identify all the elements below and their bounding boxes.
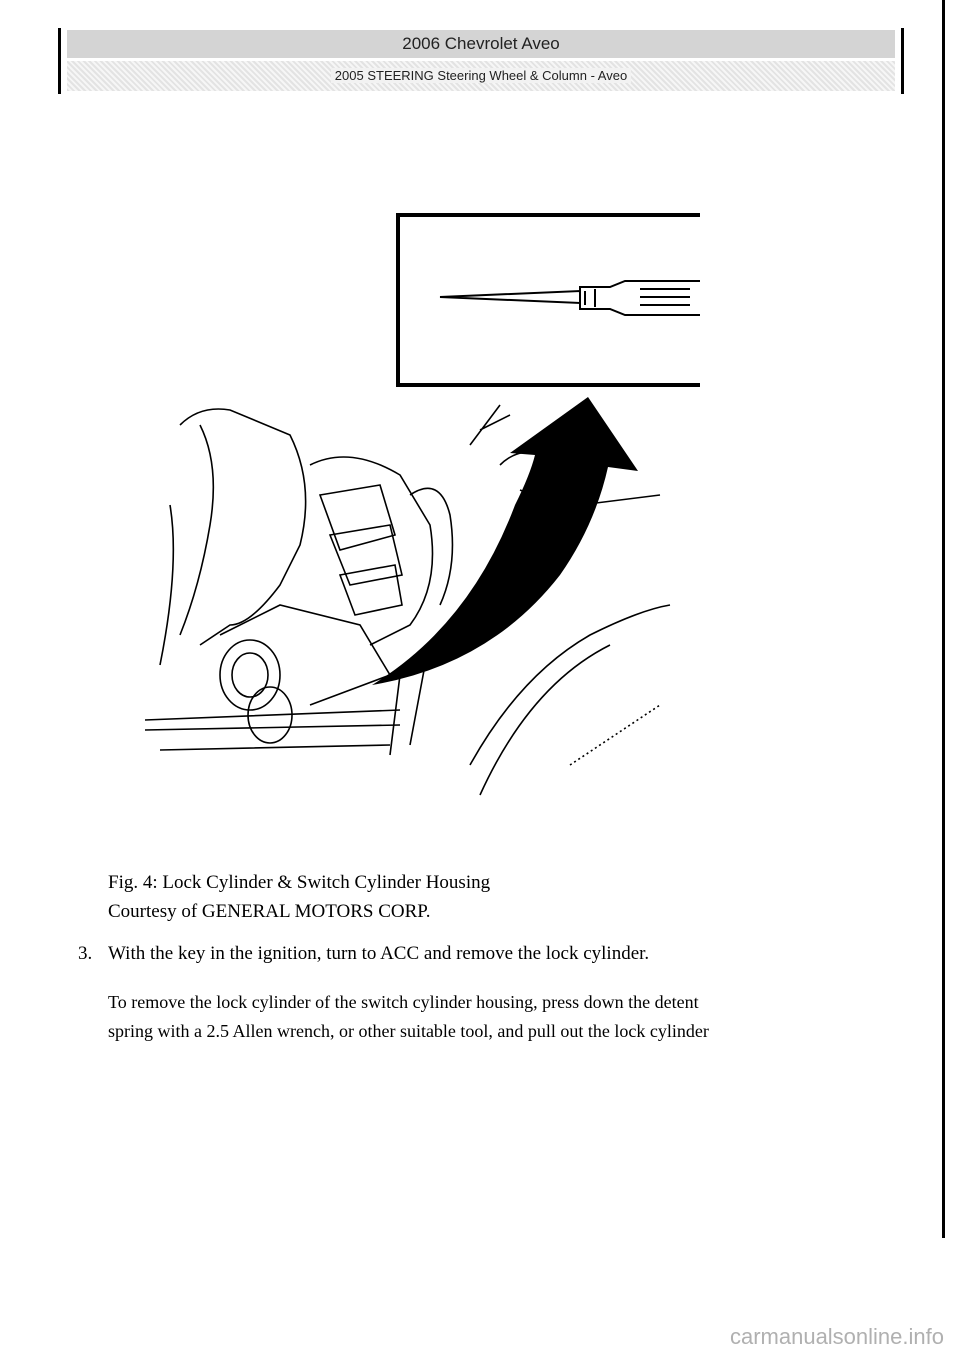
- header-subtitle-bar: [67, 61, 895, 91]
- figure-caption: [108, 868, 490, 926]
- removal-arrow: [372, 397, 638, 685]
- lock-cylinder-illustration: [140, 205, 700, 805]
- note-line-2: spring with a 2.5 Allen wrench, or other suitable tool, and pull out the lock cylinder: [108, 1021, 709, 1041]
- step-text: With the key in the ignition, turn to ACC and remove the lock cylinder.: [108, 943, 650, 964]
- figure-caption-title: Fig. 4: Lock Cylinder & Switch Cylinder Housing: [108, 872, 491, 893]
- figure-caption-credit: Courtesy of GENERAL MOTORS CORP.: [108, 901, 431, 922]
- site-watermark: carmanualsonline.info: [729, 1324, 944, 1349]
- document-header: [58, 28, 904, 94]
- step-number: 3.: [78, 943, 93, 964]
- procedure-step: [78, 940, 649, 968]
- header-subtitle: 2005 STEERING Steering Wheel & Column - Aveo: [331, 68, 631, 83]
- note-line-1: To remove the lock cylinder of the switch cylinder housing, press down the detent: [108, 992, 699, 1012]
- page-right-rule: [942, 0, 945, 1238]
- procedure-note: [108, 988, 878, 1046]
- screwdriver-icon: [440, 281, 700, 315]
- tool-inset-box: [398, 215, 700, 385]
- header-title: 2006 Chevrolet Aveo: [67, 30, 895, 58]
